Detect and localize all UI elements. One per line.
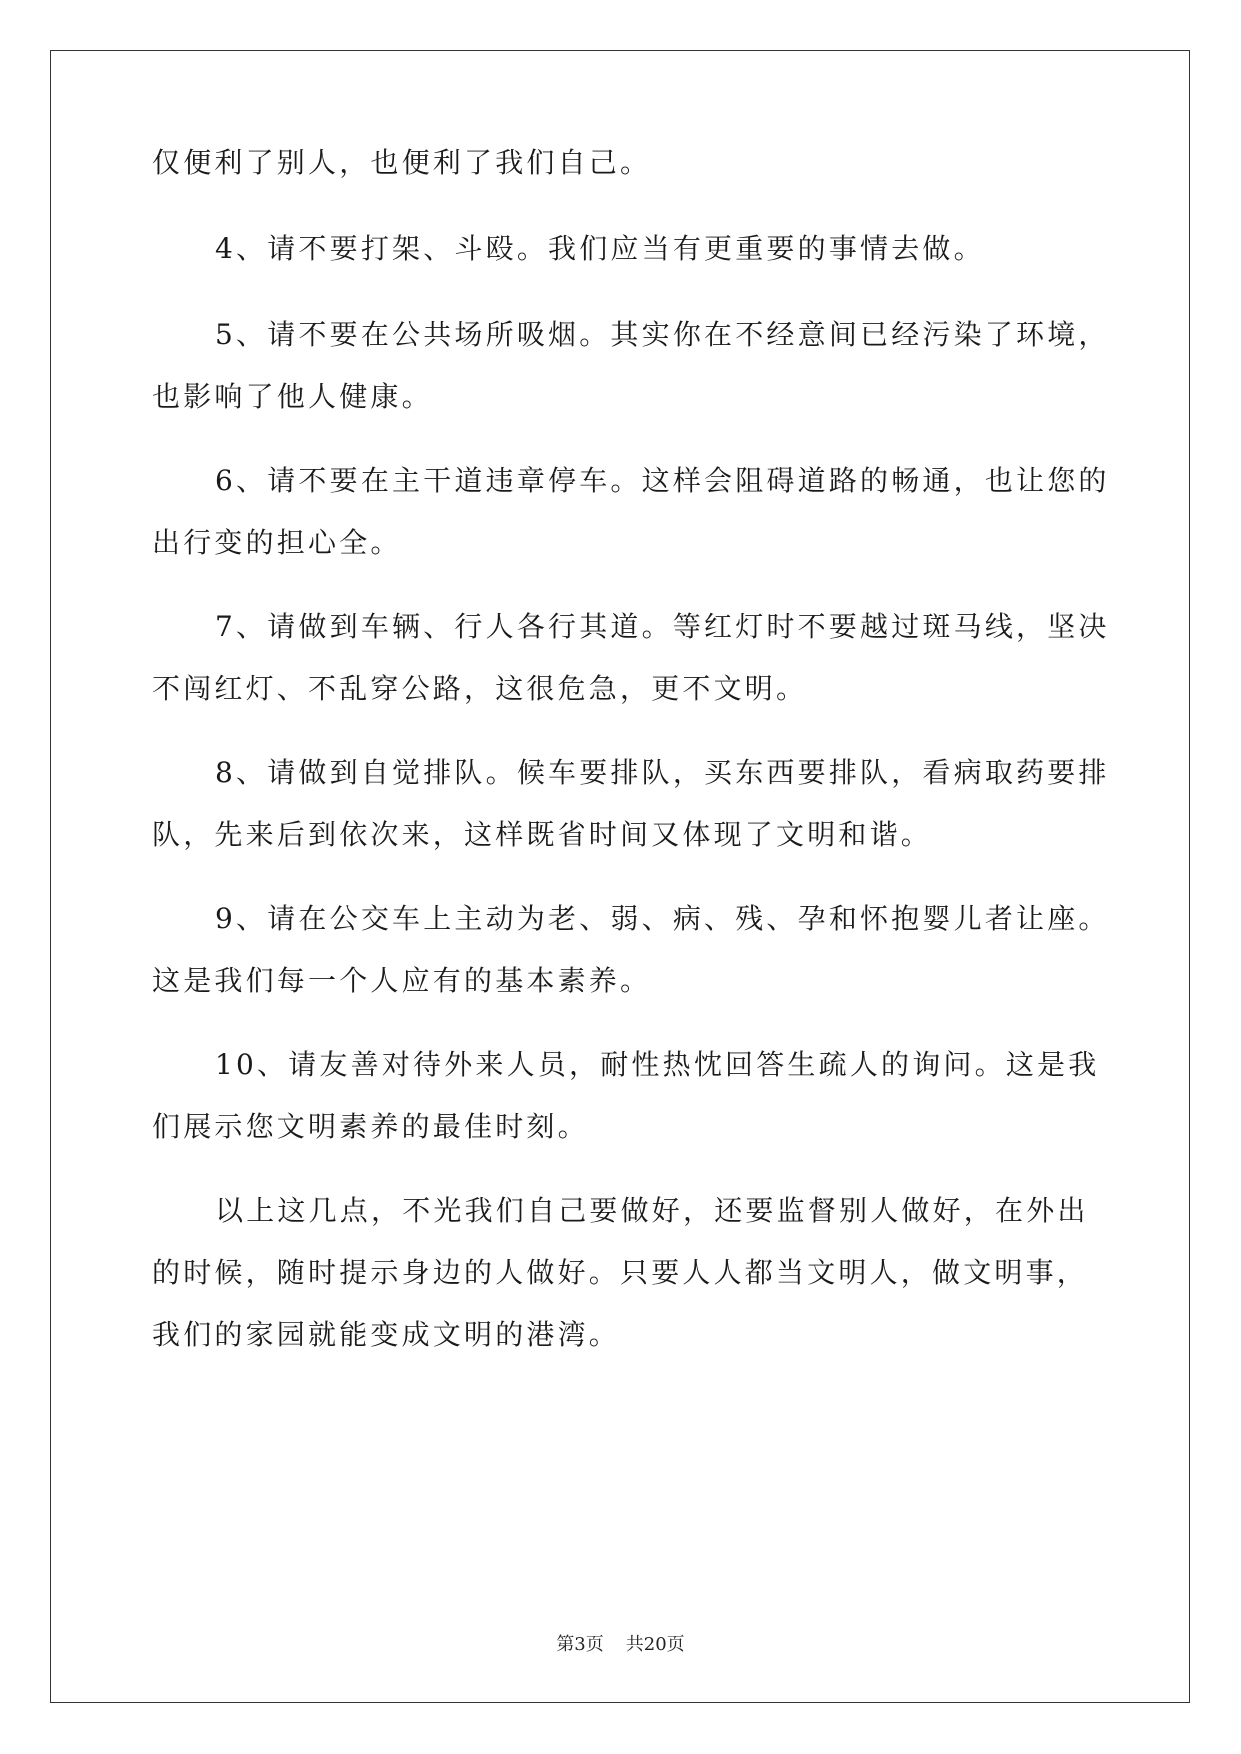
total-pages: 共20页 (625, 1634, 685, 1655)
text-line: 8、请做到自觉排队。候车要排队，买东西要排队，看病取药要排 (215, 756, 1110, 789)
text-line: 以上这几点，不光我们自己要做好，还要监督别人做好，在外出 (215, 1194, 1089, 1227)
text-line: 仅便利了别人，也便利了我们自己。 (152, 146, 652, 179)
text-line: 9、请在公交车上主动为老、弱、病、残、孕和怀抱婴儿者让座。 (215, 902, 1110, 935)
text-line: 5、请不要在公共场所吸烟。其实你在不经意间已经污染了环境， (215, 318, 1110, 351)
text-line: 出行变的担心全。 (152, 526, 402, 559)
text-line: 我们的家园就能变成文明的港湾。 (152, 1318, 621, 1351)
text-line: 4、请不要打架、斗殴。我们应当有更重要的事情去做。 (215, 232, 985, 265)
text-line: 们展示您文明素养的最佳时刻。 (152, 1110, 589, 1143)
page-border (50, 50, 1190, 1703)
text-line: 不闯红灯、不乱穿公路，这很危急，更不文明。 (152, 672, 808, 705)
page-footer (0, 1630, 1241, 1656)
text-line: 的时候，随时提示身边的人做好。只要人人都当文明人，做文明事， (152, 1256, 1089, 1289)
text-line: 这是我们每一个人应有的基本素养。 (152, 964, 652, 997)
text-line: 7、请做到车辆、行人各行其道。等红灯时不要越过斑马线，坚决 (215, 610, 1110, 643)
text-line: 也影响了他人健康。 (152, 380, 433, 413)
page-number: 第3页 (556, 1634, 604, 1655)
text-line: 10、请友善对待外来人员，耐性热忱回答生疏人的询问。这是我 (215, 1048, 1100, 1081)
text-line: 队，先来后到依次来，这样既省时间又体现了文明和谐。 (152, 818, 933, 851)
text-line: 6、请不要在主干道违章停车。这样会阻碍道路的畅通，也让您的 (215, 464, 1110, 497)
